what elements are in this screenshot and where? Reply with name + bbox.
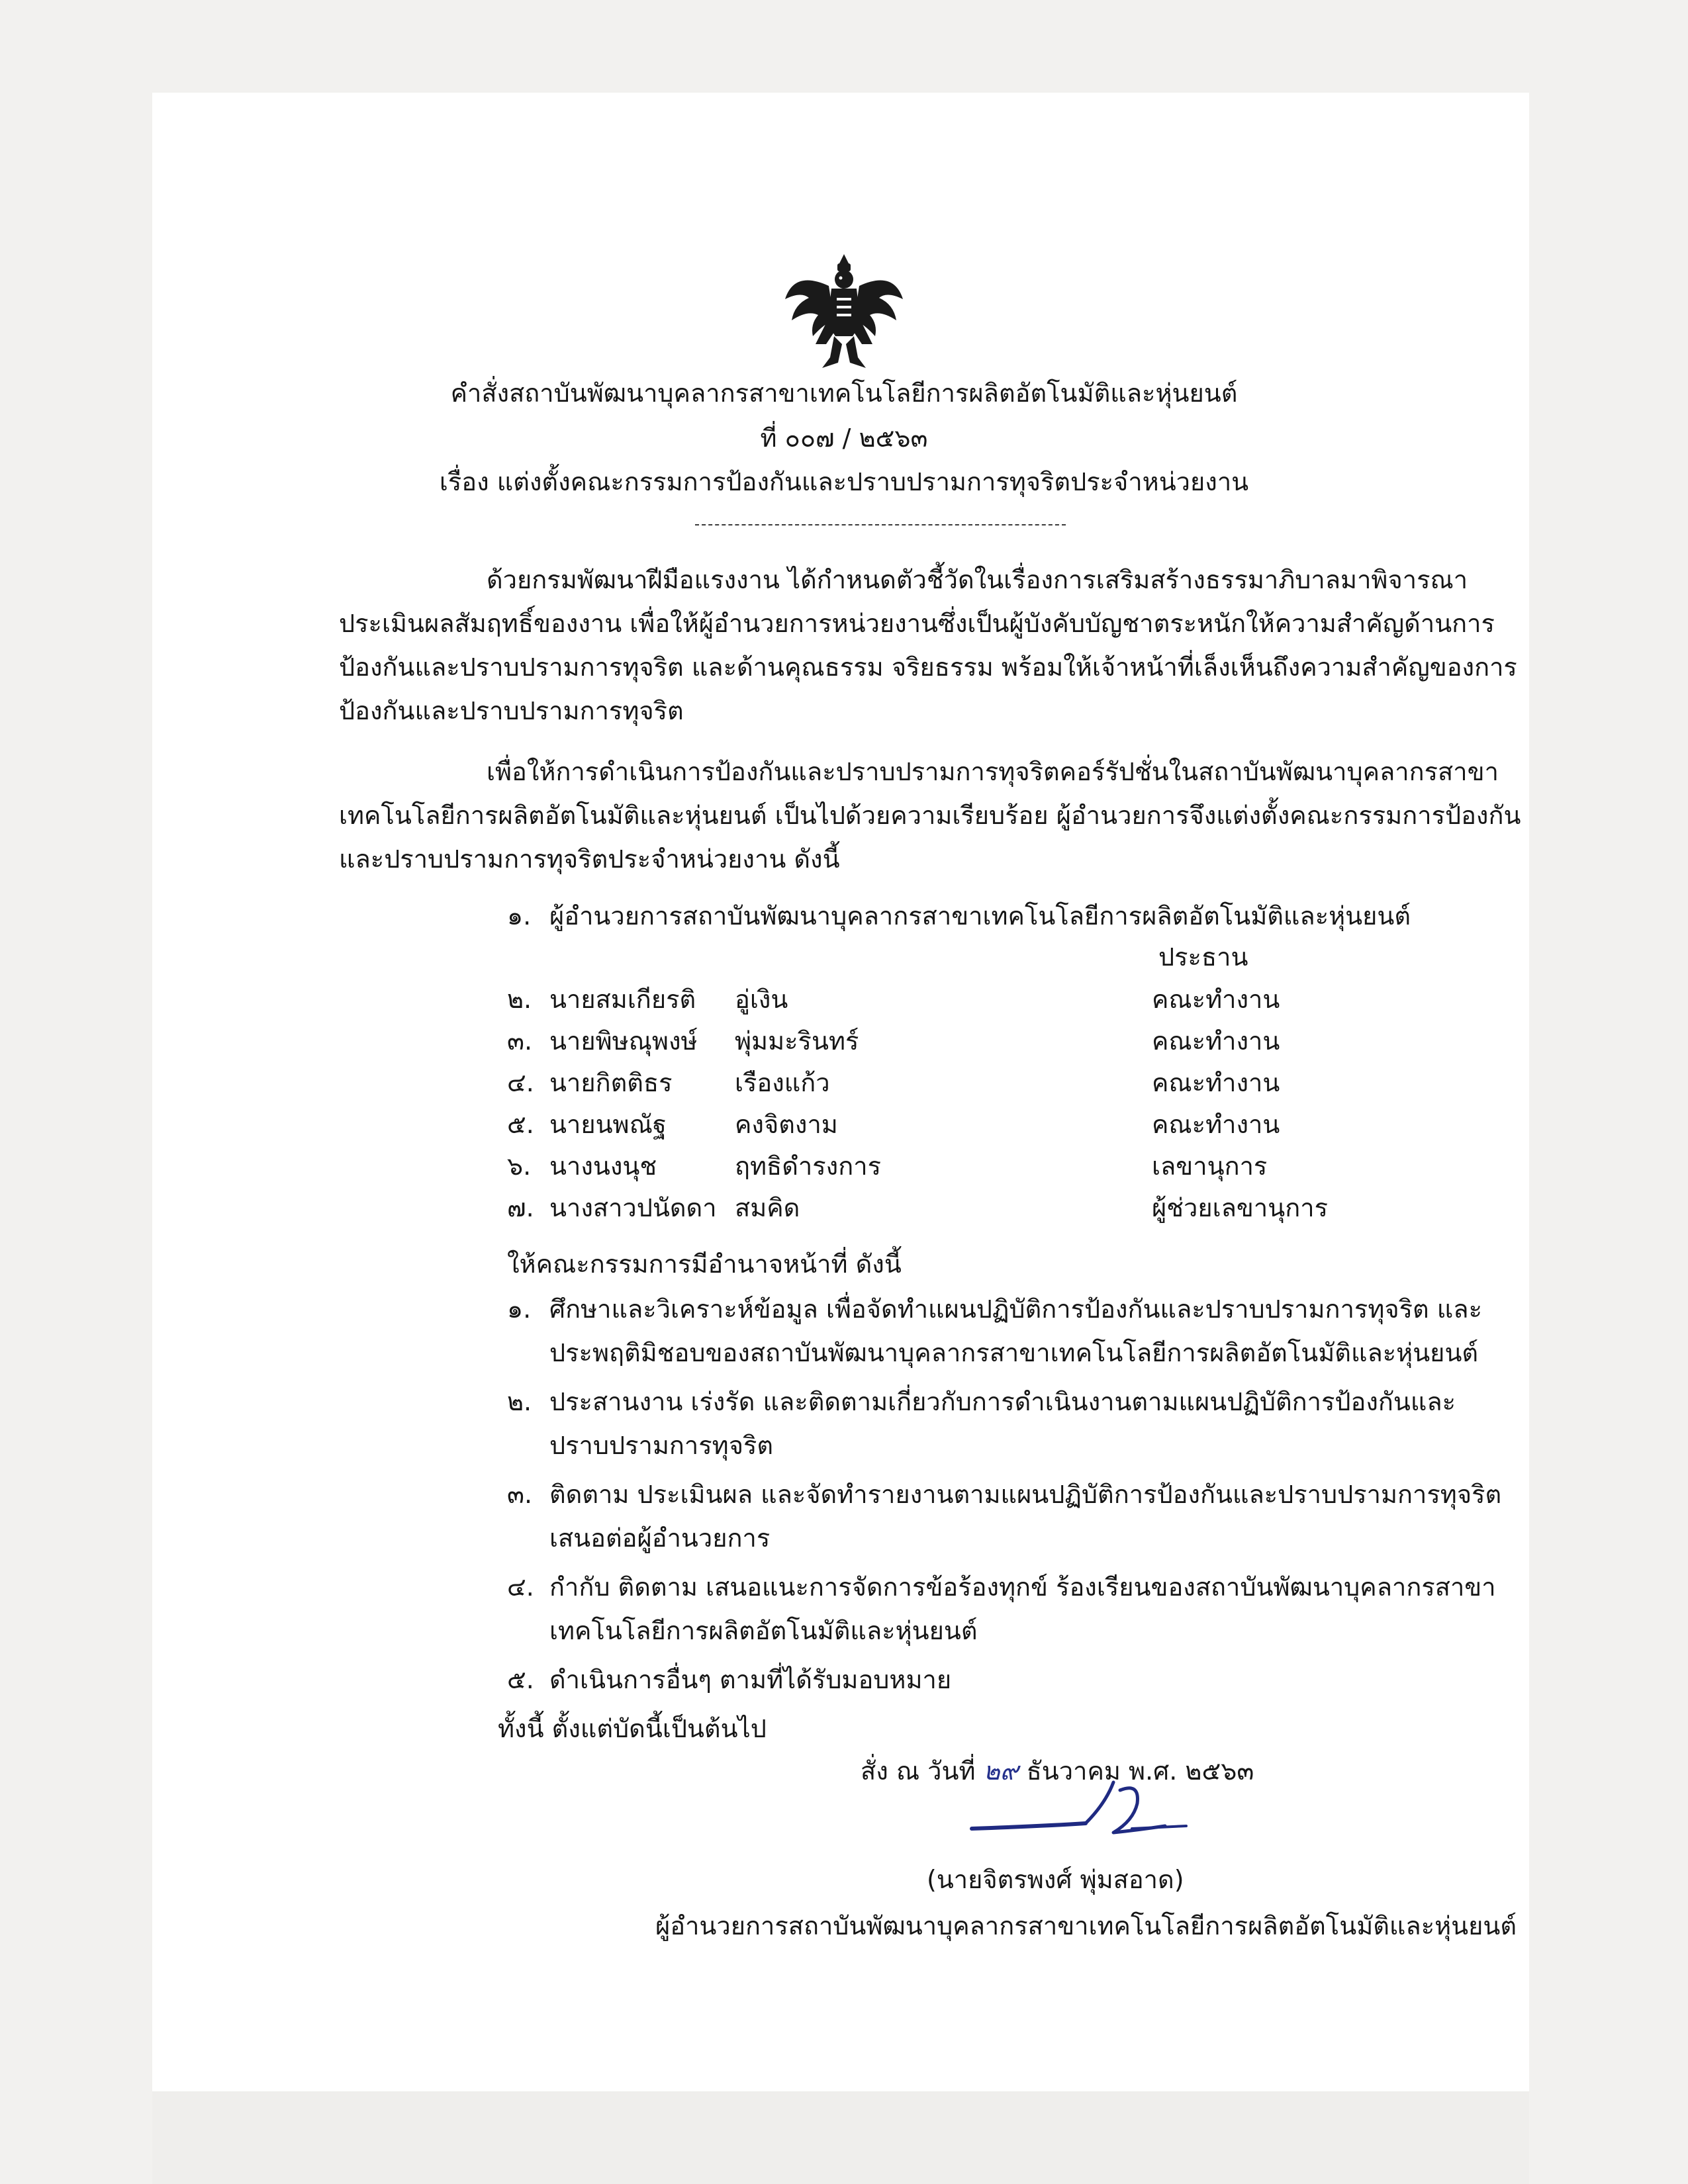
chair-number: ๑.	[507, 901, 532, 931]
member-role: คณะทำงาน	[1152, 1068, 1280, 1097]
member-role: คณะทำงาน	[1152, 1026, 1280, 1056]
signatory-name: (นายจิตรพงศ์ พุ่มสอาด)	[927, 1865, 1184, 1894]
member-number: ๔.	[507, 1068, 534, 1097]
duty-line: ประพฤติมิชอบของสถาบันพัฒนาบุคลากรสาขาเทคโนโลยีการผลิตอัตโนมัติและหุ่นยนต์	[549, 1338, 1479, 1367]
member-last-name: อู่เงิน	[735, 985, 788, 1014]
effective-clause: ทั้งนี้ ตั้งแต่บัดนี้เป็นต้นไป	[498, 1714, 767, 1743]
member-last-name: ฤทธิดำรงการ	[735, 1152, 881, 1181]
order-number: ที่ ๐๐๗ / ๒๕๖๓	[760, 424, 928, 453]
order-title: คำสั่งสถาบันพัฒนาบุคลากรสาขาเทคโนโลยีการผลิตอัตโนมัติและหุ่นยนต์	[450, 379, 1238, 408]
order-subject: เรื่อง แต่งตั้งคณะกรรมการป้องกันและปราบปรามการทุจริตประจำหน่วยงาน	[439, 467, 1249, 496]
paragraph-line: ป้องกันและปราบปรามการทุจริต และด้านคุณธรรม จริยธรรม พร้อมให้เจ้าหน้าที่เล็งเห็นถึงความสำคัญของการ	[339, 653, 1517, 682]
paragraph-line: เทคโนโลยีการผลิตอัตโนมัติและหุ่นยนต์ เป็นไปด้วยความเรียบร้อย ผู้อำนวยการจึงแต่งตั้งคณะกรรมการป้องกัน	[339, 801, 1521, 830]
member-first-name: นางนงนุช	[549, 1152, 657, 1181]
member-first-name: นายสมเกียรติ	[549, 985, 696, 1014]
duty-line: กำกับ ติดตาม เสนอแนะการจัดการข้อร้องทุกข์ ร้องเรียนของสถาบันพัฒนาบุคลากรสาขา	[549, 1572, 1496, 1602]
duty-line: ปราบปรามการทุจริต	[549, 1431, 774, 1460]
paragraph-line: เพื่อให้การดำเนินการป้องกันและปราบปรามการทุจริตคอร์รัปชั่นในสถาบันพัฒนาบุคลากรสาขา	[487, 757, 1499, 786]
date-prefix: สั่ง ณ วันที่	[861, 1756, 976, 1786]
member-role: ผู้ช่วยเลขานุการ	[1152, 1193, 1328, 1222]
date-day-handwritten: ๒๙	[983, 1756, 1019, 1786]
duty-number: ๔.	[507, 1572, 534, 1602]
member-role: คณะทำงาน	[1152, 1110, 1280, 1139]
duty-line: ศึกษาและวิเคราะห์ข้อมูล เพื่อจัดทำแผนปฏิบัติการป้องกันและปราบปรามการทุจริต และ	[549, 1295, 1482, 1324]
duty-number: ๒.	[507, 1387, 532, 1416]
duties-intro: ให้คณะกรรมการมีอำนาจหน้าที่ ดังนี้	[507, 1250, 902, 1279]
member-last-name: เรืองแก้ว	[735, 1068, 830, 1097]
date-month-year: ธันวาคม พ.ศ. ๒๕๖๓	[1026, 1756, 1254, 1786]
paragraph-line: ประเมินผลสัมฤทธิ์ของงาน เพื่อให้ผู้อำนวยการหน่วยงานซึ่งเป็นผู้บังคับบัญชาตระหนักให้ความสำคัญด้านการ	[339, 609, 1495, 638]
member-last-name: คงจิตงาม	[735, 1110, 838, 1139]
duty-number: ๑.	[507, 1295, 532, 1324]
paragraph-line: ป้องกันและปราบปรามการทุจริต	[339, 696, 684, 725]
member-number: ๓.	[507, 1026, 533, 1056]
paragraph-line: และปราบปรามการทุจริตประจำหน่วยงาน ดังนี้	[339, 844, 840, 874]
duty-line: เสนอต่อผู้อำนวยการ	[549, 1524, 771, 1553]
duty-line: ติดตาม ประเมินผล และจัดทำรายงานตามแผนปฏิบัติการป้องกันและปราบปรามการทุจริต	[549, 1480, 1502, 1509]
paragraph-line: ด้วยกรมพัฒนาฝีมือแรงงาน ได้กำหนดตัวชี้วัดในเรื่องการเสริมสร้างธรรมาภิบาลมาพิจารณา	[487, 565, 1468, 594]
chair-role: ประธาน	[1158, 942, 1248, 972]
member-role: เลขานุการ	[1152, 1152, 1268, 1181]
handwritten-signature	[966, 1777, 1192, 1853]
duty-line: เทคโนโลยีการผลิตอัตโนมัติและหุ่นยนต์	[549, 1616, 978, 1645]
member-first-name: นายกิตติธร	[549, 1068, 673, 1097]
duty-number: ๕.	[507, 1665, 534, 1694]
duty-line: ดำเนินการอื่นๆ ตามที่ได้รับมอบหมาย	[549, 1665, 952, 1694]
member-number: ๒.	[507, 985, 532, 1014]
member-number: ๕.	[507, 1110, 534, 1139]
member-first-name: นางสาวปนัดดา	[549, 1193, 717, 1222]
scan-border	[152, 2091, 1529, 2184]
member-number: ๗.	[507, 1193, 534, 1222]
signatory-position: ผู้อำนวยการสถาบันพัฒนาบุคลากรสาขาเทคโนโลยีการผลิตอัตโนมัติและหุ่นยนต์	[655, 1911, 1517, 1940]
member-number: ๖.	[507, 1152, 532, 1181]
chair-name: ผู้อำนวยการสถาบันพัฒนาบุคลากรสาขาเทคโนโลยีการผลิตอัตโนมัติและหุ่นยนต์	[549, 901, 1411, 931]
duty-number: ๓.	[507, 1480, 533, 1509]
garuda-emblem-icon	[781, 251, 907, 371]
member-last-name: พุ่มมะรินทร์	[735, 1026, 859, 1056]
duty-line: ประสานงาน เร่งรัด และติดตามเกี่ยวกับการดำเนินงานตามแผนปฏิบัติการป้องกันและ	[549, 1387, 1456, 1416]
member-first-name: นายนพณัฐ	[549, 1110, 667, 1139]
member-role: คณะทำงาน	[1152, 985, 1280, 1014]
divider	[695, 524, 1066, 525]
member-first-name: นายพิษณุพงษ์	[549, 1026, 698, 1056]
member-last-name: สมคิด	[735, 1193, 800, 1222]
